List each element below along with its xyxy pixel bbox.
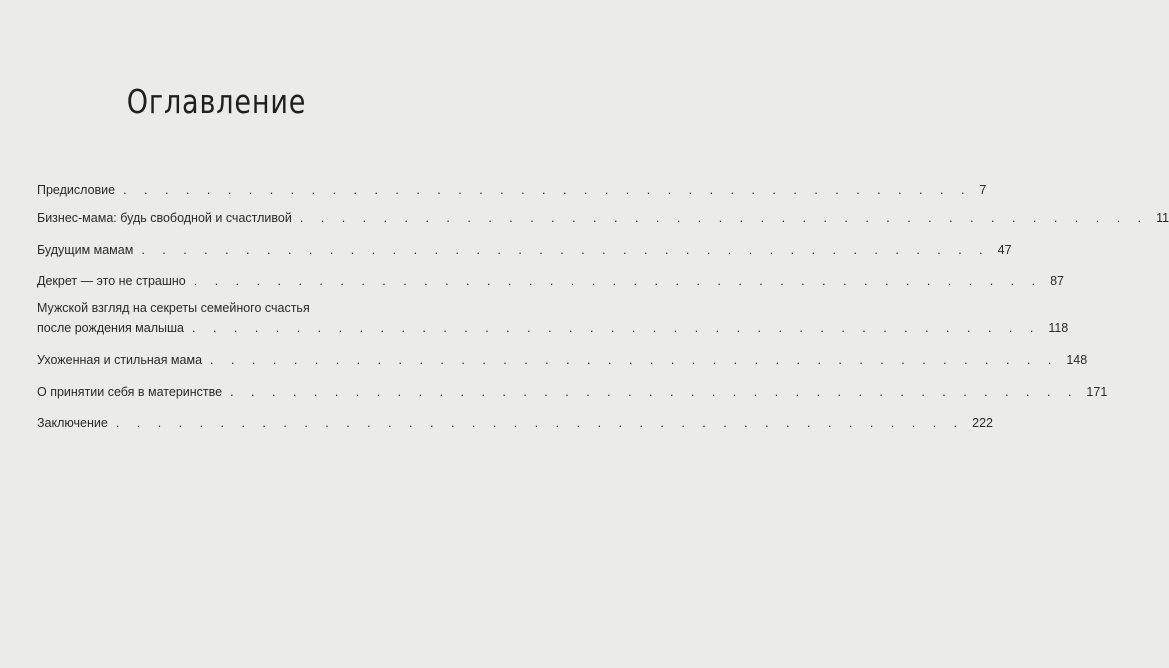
toc-entry-title-line1: Мужской взгляд на секреты семейного счастья — [37, 301, 310, 315]
toc-entry — [37, 267, 1064, 289]
toc-entry-title: Предисловие — [37, 183, 116, 197]
leader-dots: . . . . . . . . . . . . . . . . . . . . . . . . . . . . . . . . . . . . . . . . . — [230, 385, 1079, 399]
toc-entry-page: 47 — [997, 243, 1012, 257]
toc-entry-title: после рождения малыша — [37, 321, 184, 335]
leader-dots: . . . . . . . . . . . . . . . . . . . . . . . . . . . . . . . . . . . . . . . . . — [193, 274, 1043, 288]
toc-entry-title: Бизнес-мама: будь свободной и счастливой — [37, 211, 292, 225]
toc-entry-title: Ухоженная и стильная мама — [37, 353, 203, 367]
toc-entry — [37, 314, 1069, 336]
toc-entry-title: Заключение — [37, 416, 108, 430]
leader-dots: . . . . . . . . . . . . . . . . . . . . . . . . . . . . . . . . . . . . . . . . . — [299, 211, 1149, 225]
toc-entry-title: Будущим мамам — [37, 243, 134, 257]
toc-entry-page: 7 — [979, 183, 987, 197]
toc-entry — [37, 204, 1169, 226]
toc-entry-page: 87 — [1050, 274, 1064, 288]
page-title: Оглавление — [126, 82, 307, 121]
toc-entry-title: О принятии себя в материнстве — [37, 385, 223, 399]
toc-entry-page: 171 — [1086, 385, 1108, 399]
leader-dots: . . . . . . . . . . . . . . . . . . . . . . . . . . . . . . . . . . . . . . . . . — [192, 321, 1041, 335]
toc-entry — [37, 176, 987, 198]
toc-entry-page: 148 — [1066, 353, 1088, 367]
toc-entry-page: 118 — [1048, 321, 1069, 335]
toc-entry-page: 11 — [1156, 211, 1169, 225]
leader-dots: . . . . . . . . . . . . . . . . . . . . . . . . . . . . . . . . . . . . . . . . . — [210, 353, 1059, 367]
toc-entry-title: Декрет — это не страшно — [37, 274, 186, 288]
toc-entry — [37, 409, 993, 431]
toc-entry — [37, 236, 1012, 258]
toc-entry — [37, 346, 1088, 368]
leader-dots: . . . . . . . . . . . . . . . . . . . . . . . . . . . . . . . . . . . . . . . . . — [141, 243, 990, 257]
toc-entry-page: 222 — [972, 416, 993, 430]
toc-entry — [37, 378, 1108, 400]
leader-dots: . . . . . . . . . . . . . . . . . . . . . . . . . . . . . . . . . . . . . . . . . — [123, 183, 972, 197]
leader-dots: . . . . . . . . . . . . . . . . . . . . . . . . . . . . . . . . . . . . . . . . . — [115, 416, 965, 430]
